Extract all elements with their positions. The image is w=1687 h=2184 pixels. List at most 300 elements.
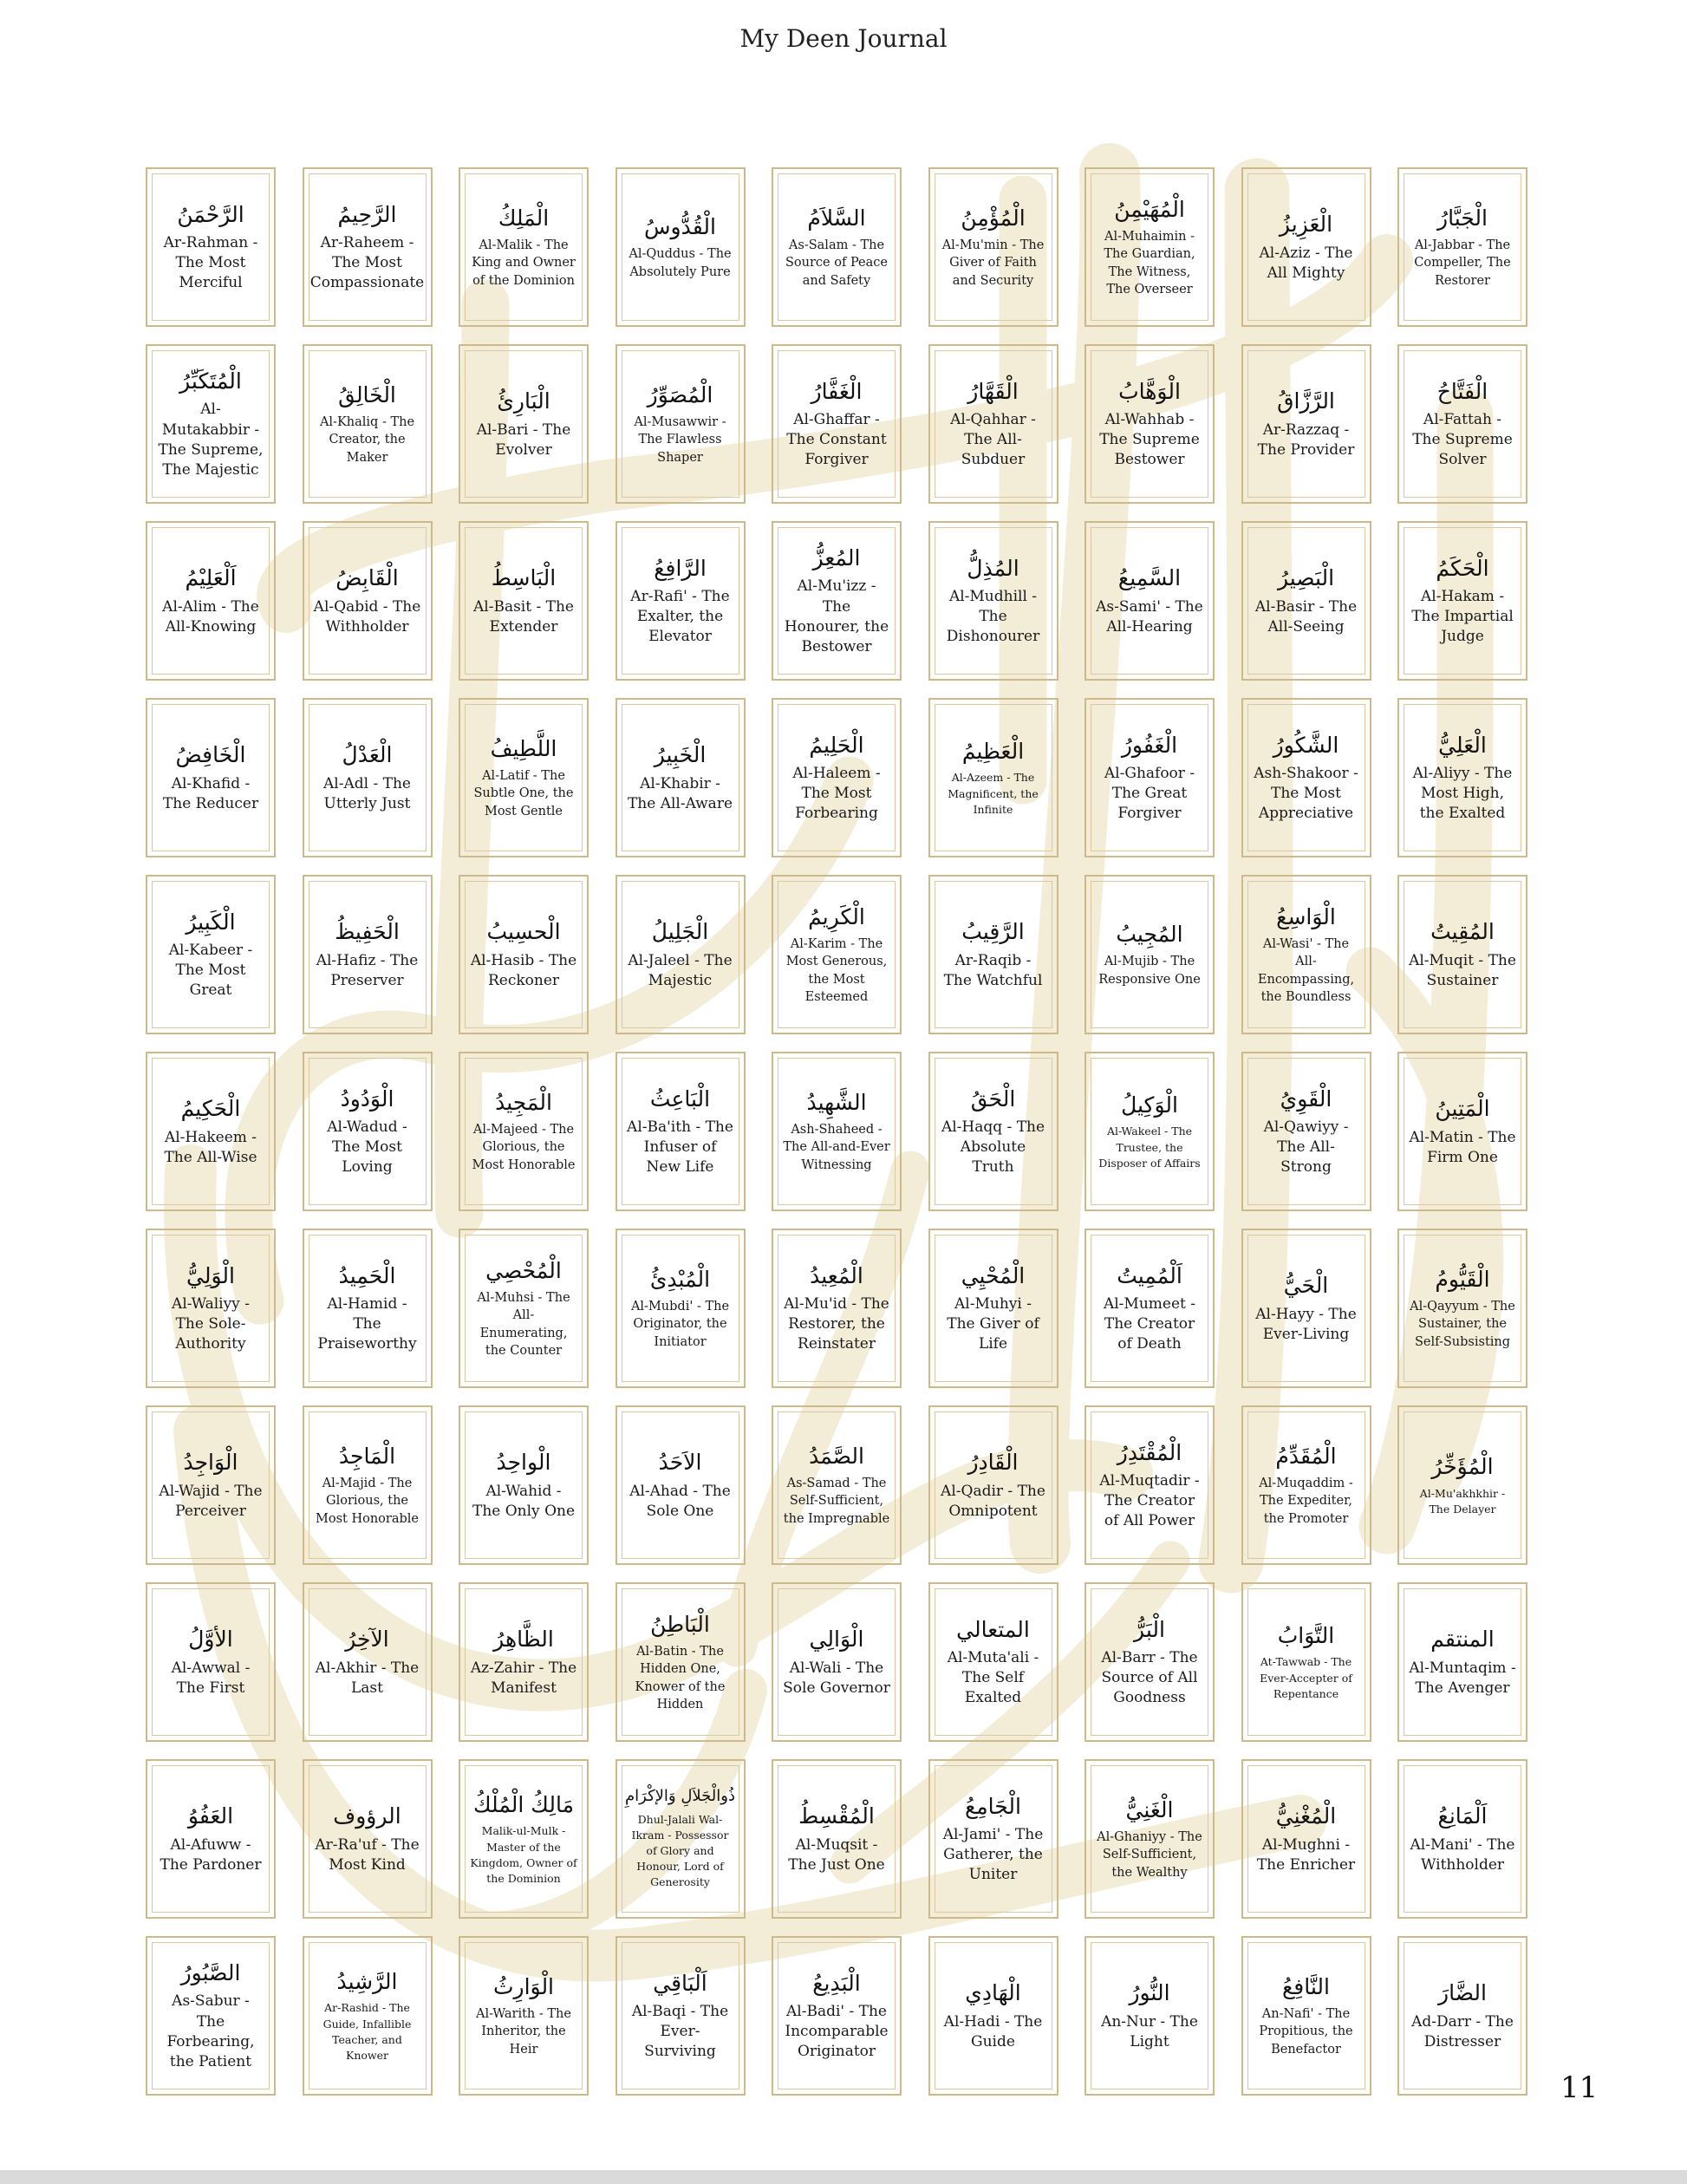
name-card bbox=[928, 167, 1058, 327]
arabic-name: الْوَاجِدُ bbox=[183, 1450, 238, 1476]
name-card-inner-frame bbox=[935, 1942, 1052, 2089]
name-card bbox=[459, 1405, 589, 1565]
name-card-inner-frame bbox=[1091, 881, 1208, 1028]
name-card bbox=[303, 1582, 433, 1742]
name-card-inner-frame bbox=[1091, 350, 1208, 498]
name-card bbox=[1241, 1936, 1371, 2096]
arabic-name: اَلْمُمِيتُ bbox=[1117, 1262, 1182, 1288]
name-meaning: Al-Barr - The Source of All Goodness bbox=[1101, 1648, 1198, 1707]
name-meaning: Al-Latif - The Subtle One, the Most Gentle bbox=[473, 769, 574, 818]
name-card bbox=[1397, 1582, 1527, 1742]
name-meaning: As-Sabur - The Forbearing, the Patient bbox=[166, 1992, 255, 2070]
name-meaning: Al-Ghaffar - The Constant Forgiver bbox=[786, 410, 887, 469]
name-meaning: Al-Basit - The Extender bbox=[473, 597, 574, 636]
name-card bbox=[1397, 1052, 1527, 1211]
name-card-inner-frame bbox=[1247, 704, 1365, 851]
arabic-name: الْبَصِيرُ bbox=[1277, 565, 1335, 591]
name-card bbox=[1084, 344, 1215, 504]
arabic-name: الْوَاسِعُ bbox=[1276, 903, 1336, 929]
name-meaning: Malik-ul-Mulk - Master of the Kingdom, Owner of the Dominion bbox=[470, 1824, 577, 1885]
name-meaning: Al-Aliyy - The Most High, the Exalted bbox=[1412, 764, 1513, 823]
name-card-inner-frame bbox=[1091, 527, 1208, 675]
name-card-inner-frame bbox=[778, 350, 896, 498]
arabic-name: المُعِزُّ bbox=[812, 545, 861, 571]
name-card bbox=[928, 698, 1058, 857]
name-card bbox=[146, 1936, 276, 2096]
name-card bbox=[772, 167, 902, 327]
arabic-name: الْمُبْدِئُ bbox=[649, 1266, 711, 1292]
name-meaning: Al-Muqtadir - The Creator of All Power bbox=[1099, 1471, 1200, 1530]
name-card bbox=[1397, 167, 1527, 327]
name-meaning: Al-Wali - The Sole Governor bbox=[783, 1659, 890, 1697]
arabic-name: الْقَيُّومُ bbox=[1435, 1266, 1490, 1292]
name-card-inner-frame bbox=[309, 527, 427, 675]
name-card bbox=[1241, 698, 1371, 857]
name-card-inner-frame bbox=[1404, 704, 1521, 851]
arabic-name: الْمُغْنِيُّ bbox=[1275, 1803, 1337, 1829]
name-card-inner-frame bbox=[935, 350, 1052, 498]
name-meaning: Al-Warith - The Inheritor, the Heir bbox=[476, 2007, 571, 2057]
name-card-inner-frame bbox=[309, 173, 427, 321]
name-meaning: Al-Khabir - The All-Aware bbox=[627, 774, 733, 812]
arabic-name: الْمُحْصِي bbox=[485, 1257, 562, 1283]
name-card-inner-frame bbox=[622, 1411, 739, 1559]
name-card-inner-frame bbox=[152, 350, 270, 498]
arabic-name: اَلْمَانِعُ bbox=[1437, 1803, 1488, 1829]
name-meaning: Al-Majid - The Glorious, the Most Honorable bbox=[316, 1477, 419, 1526]
name-card-inner-frame bbox=[778, 1411, 896, 1559]
arabic-name: الْمُؤْمِنُ bbox=[961, 205, 1026, 231]
name-card bbox=[459, 167, 589, 327]
name-card-inner-frame bbox=[1247, 1588, 1365, 1736]
name-card-inner-frame bbox=[309, 1058, 427, 1205]
arabic-name: الْوَدُودُ bbox=[340, 1085, 394, 1112]
arabic-name: الْبَدِيعُ bbox=[812, 1970, 861, 1996]
arabic-name: الصَّمَدُ bbox=[809, 1443, 864, 1469]
name-meaning: Al-Wakeel - The Trustee, the Disposer of Affairs bbox=[1098, 1125, 1201, 1170]
name-card-inner-frame bbox=[1404, 173, 1521, 321]
arabic-name: الْوَارِثُ bbox=[492, 1973, 555, 1999]
name-meaning: Al-Haqq - The Absolute Truth bbox=[941, 1118, 1045, 1177]
name-card bbox=[772, 521, 902, 681]
name-card bbox=[459, 698, 589, 857]
name-meaning: Al-Basir - The All-Seeing bbox=[1254, 597, 1358, 636]
name-card-inner-frame bbox=[309, 1588, 427, 1736]
name-card bbox=[1241, 1052, 1371, 1211]
arabic-name: الْحَمِيدُ bbox=[338, 1262, 396, 1288]
name-meaning: Al-Badi' - The Incomparable Originator bbox=[785, 2002, 889, 2061]
arabic-name: الْمُهَيْمِنُ bbox=[1114, 196, 1185, 222]
name-meaning: Al-Majeed - The Glorious, the Most Honorable bbox=[472, 1123, 576, 1172]
name-card bbox=[772, 1759, 902, 1919]
name-meaning: Dhul-Jalali Wal-Ikram - Possessor of Glory and Honour, Lord of Generosity bbox=[631, 1812, 729, 1889]
name-meaning: Al-Wahid - The Only One bbox=[472, 1482, 576, 1520]
name-card bbox=[772, 1229, 902, 1388]
name-card bbox=[1397, 344, 1527, 504]
name-card-inner-frame bbox=[1247, 1765, 1365, 1913]
name-card bbox=[146, 1052, 276, 1211]
arabic-name: الْبَارِئُ bbox=[497, 388, 550, 414]
arabic-name: المُقِيتُ bbox=[1430, 919, 1495, 945]
arabic-name: الْمَتِينُ bbox=[1435, 1096, 1490, 1122]
arabic-name: الْقَادِرُ bbox=[967, 1450, 1019, 1476]
name-meaning: Ash-Shakoor - The Most Appreciative bbox=[1254, 764, 1358, 823]
name-card bbox=[1397, 1759, 1527, 1919]
arabic-name: الرَّزَّاقُ bbox=[1277, 388, 1335, 414]
name-card-inner-frame bbox=[465, 173, 583, 321]
name-meaning: Al-Muhyi - The Giver of Life bbox=[947, 1294, 1039, 1353]
name-card-inner-frame bbox=[309, 1942, 427, 2089]
name-card-inner-frame bbox=[1091, 1588, 1208, 1736]
name-card bbox=[459, 1052, 589, 1211]
name-card-inner-frame bbox=[1404, 1942, 1521, 2089]
name-card-inner-frame bbox=[778, 173, 896, 321]
name-card bbox=[616, 875, 746, 1034]
name-meaning: Al-Malik - The King and Owner of the Dominion bbox=[472, 238, 576, 288]
name-card-inner-frame bbox=[1091, 173, 1208, 321]
name-card bbox=[1084, 167, 1215, 327]
arabic-name: الْخَافِضُ bbox=[175, 742, 246, 768]
name-meaning: Al-Qayyum - The Sustainer, the Self-Subsisting bbox=[1410, 1300, 1515, 1349]
arabic-name: ذُوالْجَلاَلِ وَالإكْرَامِ bbox=[625, 1787, 735, 1806]
arabic-name: الْفَتَّاحُ bbox=[1436, 378, 1488, 404]
name-card bbox=[146, 1582, 276, 1742]
name-card-inner-frame bbox=[309, 350, 427, 498]
name-card bbox=[928, 1052, 1058, 1211]
arabic-name: الْجَلِيلُ bbox=[651, 919, 709, 945]
name-meaning: Al-Wajid - The Perceiver bbox=[159, 1482, 263, 1520]
name-card-inner-frame bbox=[1091, 1942, 1208, 2089]
name-card-inner-frame bbox=[152, 1058, 270, 1205]
name-card-inner-frame bbox=[152, 527, 270, 675]
arabic-name: الْمَلِكُ bbox=[498, 205, 550, 231]
arabic-name: الاَحَدُ bbox=[658, 1450, 702, 1476]
name-meaning: An-Nafi' - The Propitious, the Benefactor bbox=[1259, 2007, 1353, 2057]
name-meaning: Al-Khafid - The Reducer bbox=[162, 774, 259, 812]
name-card-inner-frame bbox=[1247, 527, 1365, 675]
name-card-inner-frame bbox=[152, 704, 270, 851]
arabic-name: الْعَزِيزُ bbox=[1279, 212, 1333, 238]
name-meaning: Al-Kabeer - The Most Great bbox=[168, 941, 253, 1000]
name-meaning: Al-Mu'id - The Restorer, the Reinstater bbox=[784, 1294, 889, 1353]
name-meaning: Al-Qawiyy - The All-Strong bbox=[1263, 1118, 1349, 1177]
name-card bbox=[146, 698, 276, 857]
name-card-inner-frame bbox=[778, 1588, 896, 1736]
name-card bbox=[1397, 1936, 1527, 2096]
name-card bbox=[772, 1582, 902, 1742]
name-card-inner-frame bbox=[309, 1765, 427, 1913]
name-card-inner-frame bbox=[622, 173, 739, 321]
name-card-inner-frame bbox=[1404, 1588, 1521, 1736]
name-card bbox=[303, 1936, 433, 2096]
name-meaning: Al-Muhsi - The All-Enumerating, the Counter bbox=[477, 1291, 570, 1358]
name-meaning: Al-Ghafoor - The Great Forgiver bbox=[1104, 764, 1195, 823]
name-card-inner-frame bbox=[152, 1942, 270, 2089]
name-card-inner-frame bbox=[465, 1235, 583, 1382]
name-card-inner-frame bbox=[1091, 1235, 1208, 1382]
name-card bbox=[459, 344, 589, 504]
arabic-name: الْحَفِيظُ bbox=[335, 919, 400, 945]
name-card bbox=[1241, 1582, 1371, 1742]
name-card-inner-frame bbox=[152, 1235, 270, 1382]
name-meaning: At-Tawwab - The Ever-Accepter of Repentance bbox=[1260, 1655, 1352, 1700]
name-card bbox=[1397, 1405, 1527, 1565]
name-card bbox=[1397, 875, 1527, 1034]
name-card-inner-frame bbox=[1404, 1411, 1521, 1559]
arabic-name: الرؤوف bbox=[333, 1803, 401, 1829]
arabic-name: الْجَبَّارُ bbox=[1437, 205, 1488, 231]
arabic-name: الْغَنِيُّ bbox=[1125, 1796, 1174, 1822]
arabic-name: الشَّهِيدُ bbox=[806, 1089, 867, 1115]
name-card-inner-frame bbox=[1247, 1411, 1365, 1559]
name-card-inner-frame bbox=[465, 527, 583, 675]
arabic-name: الرَّقِيبُ bbox=[961, 919, 1025, 945]
name-meaning: Al-Karim - The Most Generous, the Most Esteemed bbox=[785, 937, 888, 1004]
name-meaning: Al-Mani' - The Withholder bbox=[1410, 1835, 1515, 1874]
name-card-inner-frame bbox=[465, 1765, 583, 1913]
arabic-name: الْمُقْسِطُ bbox=[798, 1803, 875, 1829]
name-card bbox=[1084, 1229, 1215, 1388]
name-card bbox=[459, 875, 589, 1034]
name-card-inner-frame bbox=[1247, 350, 1365, 498]
name-card-inner-frame bbox=[622, 1588, 739, 1736]
name-meaning: As-Sami' - The All-Hearing bbox=[1096, 597, 1203, 636]
name-card bbox=[616, 1936, 746, 2096]
name-meaning: Al-Hamid - The Praiseworthy bbox=[317, 1294, 417, 1353]
name-card-inner-frame bbox=[465, 1058, 583, 1205]
arabic-name: الْعَظِيمُ bbox=[961, 739, 1025, 765]
arabic-name: الْكَبِيرُ bbox=[186, 909, 236, 935]
name-meaning: Al-Hakam - The Impartial Judge bbox=[1411, 587, 1514, 646]
name-meaning: Al-Hakeem - The All-Wise bbox=[164, 1128, 257, 1166]
name-card-inner-frame bbox=[778, 1058, 896, 1205]
arabic-name: الْبَرُّ bbox=[1134, 1616, 1165, 1642]
name-card bbox=[459, 1229, 589, 1388]
name-meaning: Al-Mu'min - The Giver of Faith and Security bbox=[941, 238, 1045, 288]
arabic-name: الضَّارَ bbox=[1438, 1980, 1487, 2006]
arabic-name: الْحَلِيمُ bbox=[809, 732, 864, 758]
name-card bbox=[928, 344, 1058, 504]
name-meaning: Al-Qabid - The Withholder bbox=[313, 597, 421, 636]
arabic-name: الْمُعِيدُ bbox=[810, 1262, 863, 1288]
name-card bbox=[146, 875, 276, 1034]
arabic-name: الْهَادِي bbox=[965, 1980, 1021, 2006]
name-meaning: Al-Adl - The Utterly Just bbox=[323, 774, 411, 812]
name-card bbox=[928, 1936, 1058, 2096]
name-card-inner-frame bbox=[465, 704, 583, 851]
name-meaning: Al-Jabbar - The Compeller, The Restorer bbox=[1414, 238, 1511, 288]
name-card bbox=[772, 1052, 902, 1211]
names-grid bbox=[146, 167, 1527, 2096]
name-card bbox=[616, 1052, 746, 1211]
name-card bbox=[1084, 698, 1215, 857]
name-card-inner-frame bbox=[935, 881, 1052, 1028]
name-meaning: Al-Muqsit - The Just One bbox=[788, 1835, 885, 1874]
name-card bbox=[1397, 698, 1527, 857]
name-meaning: Al-Hafiz - The Preserver bbox=[316, 951, 419, 989]
name-card-inner-frame bbox=[935, 173, 1052, 321]
name-card-inner-frame bbox=[309, 1411, 427, 1559]
arabic-name: الْوَكِيلُ bbox=[1121, 1092, 1178, 1118]
name-card-inner-frame bbox=[465, 1588, 583, 1736]
name-meaning: Al-Mubdi' - The Originator, the Initiator bbox=[630, 1300, 730, 1349]
name-card bbox=[1084, 1582, 1215, 1742]
name-meaning: Al-Hadi - The Guide bbox=[943, 2012, 1043, 2050]
name-card-inner-frame bbox=[1247, 1058, 1365, 1205]
name-card-inner-frame bbox=[1404, 1235, 1521, 1382]
name-meaning: Al-Afuww - The Pardoner bbox=[160, 1835, 262, 1874]
name-card bbox=[1084, 875, 1215, 1034]
name-card-inner-frame bbox=[1247, 173, 1365, 321]
arabic-name: الْكَرِيمُ bbox=[808, 903, 865, 929]
name-meaning: Al-Mudhill - The Dishonourer bbox=[946, 587, 1040, 646]
name-card bbox=[303, 521, 433, 681]
arabic-name: النَّافِعُ bbox=[1282, 1973, 1330, 1999]
name-card bbox=[1084, 1759, 1215, 1919]
name-card bbox=[928, 1759, 1058, 1919]
arabic-name: الرَّحِيمُ bbox=[337, 201, 397, 227]
name-meaning: Az-Zahir - The Manifest bbox=[470, 1659, 577, 1697]
name-card bbox=[146, 167, 276, 327]
arabic-name: الْوَهَّابُ bbox=[1118, 378, 1181, 404]
name-card bbox=[303, 698, 433, 857]
name-meaning: Al-Batin - The Hidden One, Knower of the Hidden bbox=[635, 1645, 726, 1711]
arabic-name: الْقَهَّارُ bbox=[967, 378, 1019, 404]
arabic-name: المنتقم bbox=[1430, 1627, 1495, 1653]
name-meaning: Ar-Raheem - The Most Compassionate bbox=[309, 233, 425, 292]
arabic-name: الرَّافِعُ bbox=[654, 555, 707, 581]
name-meaning: As-Salam - The Source of Peace and Safety bbox=[785, 238, 888, 288]
arabic-name: مَالِكُ الْمُلْكُ bbox=[472, 1792, 574, 1818]
name-card-inner-frame bbox=[152, 881, 270, 1028]
name-card-inner-frame bbox=[778, 1765, 896, 1913]
arabic-name: العَفُوُ bbox=[187, 1803, 234, 1829]
name-card bbox=[1084, 521, 1215, 681]
name-meaning: Ar-Razzaq - The Provider bbox=[1257, 421, 1355, 459]
name-meaning: Al-Mu'akhkhir - The Delayer bbox=[1419, 1486, 1506, 1516]
arabic-name: السَّمِيعُ bbox=[1117, 565, 1182, 591]
name-card bbox=[459, 1759, 589, 1919]
name-card bbox=[459, 521, 589, 681]
name-card bbox=[303, 1759, 433, 1919]
name-meaning: Ar-Rahman - The Most Merciful bbox=[163, 233, 258, 292]
name-card bbox=[772, 1405, 902, 1565]
name-meaning: Al-Hayy - The Ever-Living bbox=[1255, 1305, 1357, 1343]
name-card bbox=[146, 1759, 276, 1919]
name-card-inner-frame bbox=[935, 1411, 1052, 1559]
name-meaning: Ash-Shaheed - The All-and-Ever Witnessing bbox=[783, 1123, 890, 1172]
arabic-name: الْمُؤَخِّرُ bbox=[1431, 1454, 1494, 1480]
name-card-inner-frame bbox=[465, 1411, 583, 1559]
name-card-inner-frame bbox=[465, 1942, 583, 2089]
name-card-inner-frame bbox=[1404, 350, 1521, 498]
name-meaning: Al-Ghaniyy - The Self-Sufficient, the Wealthy bbox=[1097, 1830, 1202, 1880]
name-card-inner-frame bbox=[778, 527, 896, 675]
name-card-inner-frame bbox=[622, 881, 739, 1028]
name-card bbox=[303, 1052, 433, 1211]
name-card-inner-frame bbox=[622, 704, 739, 851]
name-meaning: Al-Muhaimin - The Guardian, The Witness, The Overseer bbox=[1104, 230, 1195, 297]
name-card-inner-frame bbox=[152, 173, 270, 321]
arabic-name: الْعَلِيُّ bbox=[1438, 732, 1487, 758]
name-meaning: Al-Mughni - The Enricher bbox=[1256, 1835, 1356, 1874]
name-meaning: Al-Muta'ali - The Self Exalted bbox=[947, 1648, 1039, 1707]
name-meaning: An-Nur - The Light bbox=[1101, 2012, 1198, 2050]
name-card-inner-frame bbox=[1247, 1235, 1365, 1382]
name-meaning: Al-Wahhab - The Supreme Bestower bbox=[1099, 410, 1200, 469]
name-card bbox=[1241, 1405, 1371, 1565]
name-meaning: Al-Muqit - The Sustainer bbox=[1409, 951, 1516, 989]
name-meaning: Al-Khaliq - The Creator, the Maker bbox=[319, 415, 415, 465]
name-card bbox=[616, 1582, 746, 1742]
name-meaning: Al-Mutakabbir - The Supreme, The Majestic bbox=[158, 401, 264, 479]
name-card-inner-frame bbox=[152, 1411, 270, 1559]
arabic-name: الْبَاطِنُ bbox=[650, 1611, 710, 1637]
name-card bbox=[616, 698, 746, 857]
name-meaning: Al-Muntaqim - The Avenger bbox=[1409, 1659, 1516, 1697]
arabic-name: الْقُدُّوسُ bbox=[644, 214, 716, 240]
arabic-name: الْمُحْيِي bbox=[961, 1262, 1026, 1288]
arabic-name: الْمُتَكَبِّرُ bbox=[179, 368, 242, 394]
name-card bbox=[303, 1405, 433, 1565]
name-meaning: Al-Baqi - The Ever-Surviving bbox=[631, 2002, 729, 2061]
name-card-inner-frame bbox=[778, 1942, 896, 2089]
name-card-inner-frame bbox=[935, 1588, 1052, 1736]
name-card-inner-frame bbox=[1091, 1765, 1208, 1913]
arabic-name: الْقَوِيُ bbox=[1280, 1085, 1332, 1112]
name-card bbox=[616, 1405, 746, 1565]
name-meaning: Al-Qadir - The Omnipotent bbox=[941, 1482, 1045, 1520]
name-card bbox=[928, 1405, 1058, 1565]
name-card-inner-frame bbox=[1404, 527, 1521, 675]
arabic-name: المُجِيبُ bbox=[1116, 922, 1183, 948]
name-card-inner-frame bbox=[1404, 1058, 1521, 1205]
name-meaning: Ar-Rafi' - The Exalter, the Elevator bbox=[630, 587, 730, 646]
name-card-inner-frame bbox=[622, 527, 739, 675]
name-card-inner-frame bbox=[1091, 1058, 1208, 1205]
name-card bbox=[772, 344, 902, 504]
name-card-inner-frame bbox=[935, 527, 1052, 675]
name-card-inner-frame bbox=[935, 704, 1052, 851]
name-meaning: Al-Jaleel - The Majestic bbox=[628, 951, 733, 989]
name-meaning: As-Samad - The Self-Sufficient, the Impregnable bbox=[783, 1477, 890, 1526]
name-card bbox=[303, 167, 433, 327]
arabic-name: الْبَاسِطُ bbox=[491, 565, 557, 591]
arabic-name: الظَّاهِرُ bbox=[493, 1627, 554, 1653]
name-card bbox=[146, 521, 276, 681]
arabic-name: السَّلاَمُ bbox=[807, 205, 866, 231]
arabic-name: الْمَاجِدُ bbox=[338, 1443, 396, 1469]
name-card bbox=[1241, 1759, 1371, 1919]
name-meaning: Al-Mu'izz - The Honourer, the Bestower bbox=[784, 577, 889, 655]
name-meaning: Al-Waliyy - The Sole-Authority bbox=[172, 1294, 250, 1353]
name-meaning: Al-Awwal - The First bbox=[171, 1659, 251, 1697]
name-card bbox=[1397, 521, 1527, 681]
name-card bbox=[146, 1405, 276, 1565]
arabic-name: الْمَجِيدُ bbox=[495, 1089, 552, 1115]
arabic-name: الْمُقْتَدِرُ bbox=[1117, 1439, 1182, 1465]
name-card bbox=[928, 521, 1058, 681]
name-meaning: Al-Haleem - The Most Forbearing bbox=[792, 764, 881, 823]
arabic-name: الْواحِدُ bbox=[496, 1450, 551, 1476]
arabic-name: الآخِرُ bbox=[345, 1627, 389, 1653]
arabic-name: اَلْعَلِيْمُ bbox=[185, 565, 237, 591]
arabic-name: الْوَالِي bbox=[809, 1627, 864, 1653]
name-card bbox=[459, 1936, 589, 2096]
name-card-inner-frame bbox=[1091, 1411, 1208, 1559]
name-card-inner-frame bbox=[152, 1588, 270, 1736]
name-card-inner-frame bbox=[935, 1235, 1052, 1382]
